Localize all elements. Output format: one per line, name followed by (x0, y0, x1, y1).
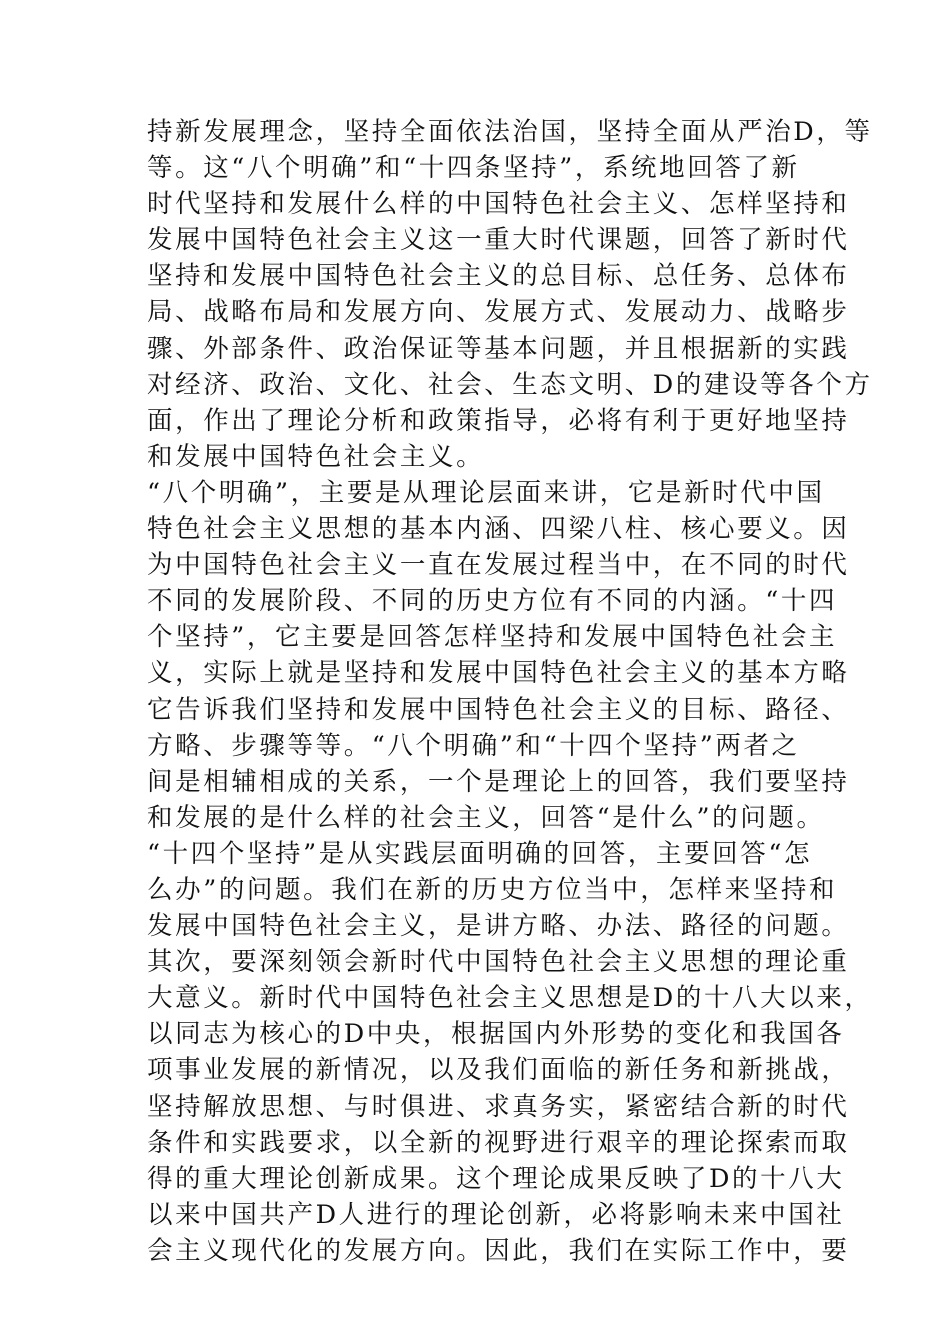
text-line: 对经济、政治、文化、社会、生态文明、D的建设等各个方 (147, 369, 873, 400)
text-line: 特色社会主义思想的基本内涵、四梁八柱、核心要义。因 (147, 514, 850, 545)
text-line: “十四个坚持”是从实践层面明确的回答，主要回答“怎 (147, 838, 813, 869)
text-line: 它告诉我们坚持和发展中国特色社会主义的目标、路径、 (147, 694, 850, 725)
text-line: 大意义。新时代中国特色社会主义思想是D的十八大以来， (147, 983, 873, 1014)
text-line: 间是相辅相成的关系，一个是理论上的回答，我们要坚持 (147, 766, 850, 797)
text-line: 面，作出了理论分析和政策指导，必将有利于更好地坚持 (147, 405, 850, 436)
text-line: 会主义现代化的发展方向。因此，我们在实际工作中，要 (147, 1235, 850, 1266)
text-line: 发展中国特色社会主义，是讲方略、办法、路径的问题。 (147, 911, 850, 942)
text-line: 和发展中国特色社会主义。 (147, 441, 485, 472)
text-line: 项事业发展的新情况，以及我们面临的新任务和新挑战， (147, 1055, 850, 1086)
text-line: 等。这“八个明确”和“十四条坚持”，系统地回答了新 (147, 153, 800, 184)
text-line: 为中国特色社会主义一直在发展过程当中，在不同的时代 (147, 550, 850, 581)
text-line: 条件和实践要求，以全新的视野进行艰辛的理论探索而取 (147, 1127, 850, 1158)
text-line: 以同志为核心的D中央，根据国内外形势的变化和我国各 (147, 1019, 845, 1050)
text-line: 坚持和发展中国特色社会主义的总目标、总任务、总体布 (147, 261, 850, 292)
text-line: 个坚持”，它主要是回答怎样坚持和发展中国特色社会主 (147, 622, 838, 653)
text-line: 么办”的问题。我们在新的历史方位当中，怎样来坚持和 (147, 874, 838, 905)
text-line: 其次，要深刻领会新时代中国特色社会主义思想的理论重 (147, 947, 850, 978)
text-line: 坚持解放思想、与时俱进、求真务实，紧密结合新的时代 (147, 1091, 850, 1122)
text-line: “八个明确”，主要是从理论层面来讲，它是新时代中国 (147, 477, 825, 508)
text-line: 时代坚持和发展什么样的中国特色社会主义、怎样坚持和 (147, 189, 850, 220)
text-line: 得的重大理论创新成果。这个理论成果反映了D的十八大 (147, 1163, 845, 1194)
text-line: 局、战略布局和发展方向、发展方式、发展动力、战略步 (147, 297, 850, 328)
text-line: 方略、步骤等等。“八个明确”和“十四个坚持”两者之 (147, 730, 800, 761)
text-line: 持新发展理念，坚持全面依法治国，坚持全面从严治D，等 (147, 117, 873, 147)
body-text (147, 114, 873, 1269)
text-line: 不同的发展阶段、不同的历史方位有不同的内涵。“十四 (147, 586, 838, 617)
text-line: 骤、外部条件、政治保证等基本问题，并且根据新的实践 (147, 333, 850, 364)
text-line: 以来中国共产D人进行的理论创新，必将影响未来中国社 (147, 1199, 845, 1230)
text-line: 和发展的是什么样的社会主义，回答“是什么”的问题。 (147, 802, 825, 833)
text-line: 义，实际上就是坚持和发展中国特色社会主义的基本方略 (147, 658, 850, 689)
text-line: 发展中国特色社会主义这一重大时代课题，回答了新时代 (147, 225, 850, 256)
